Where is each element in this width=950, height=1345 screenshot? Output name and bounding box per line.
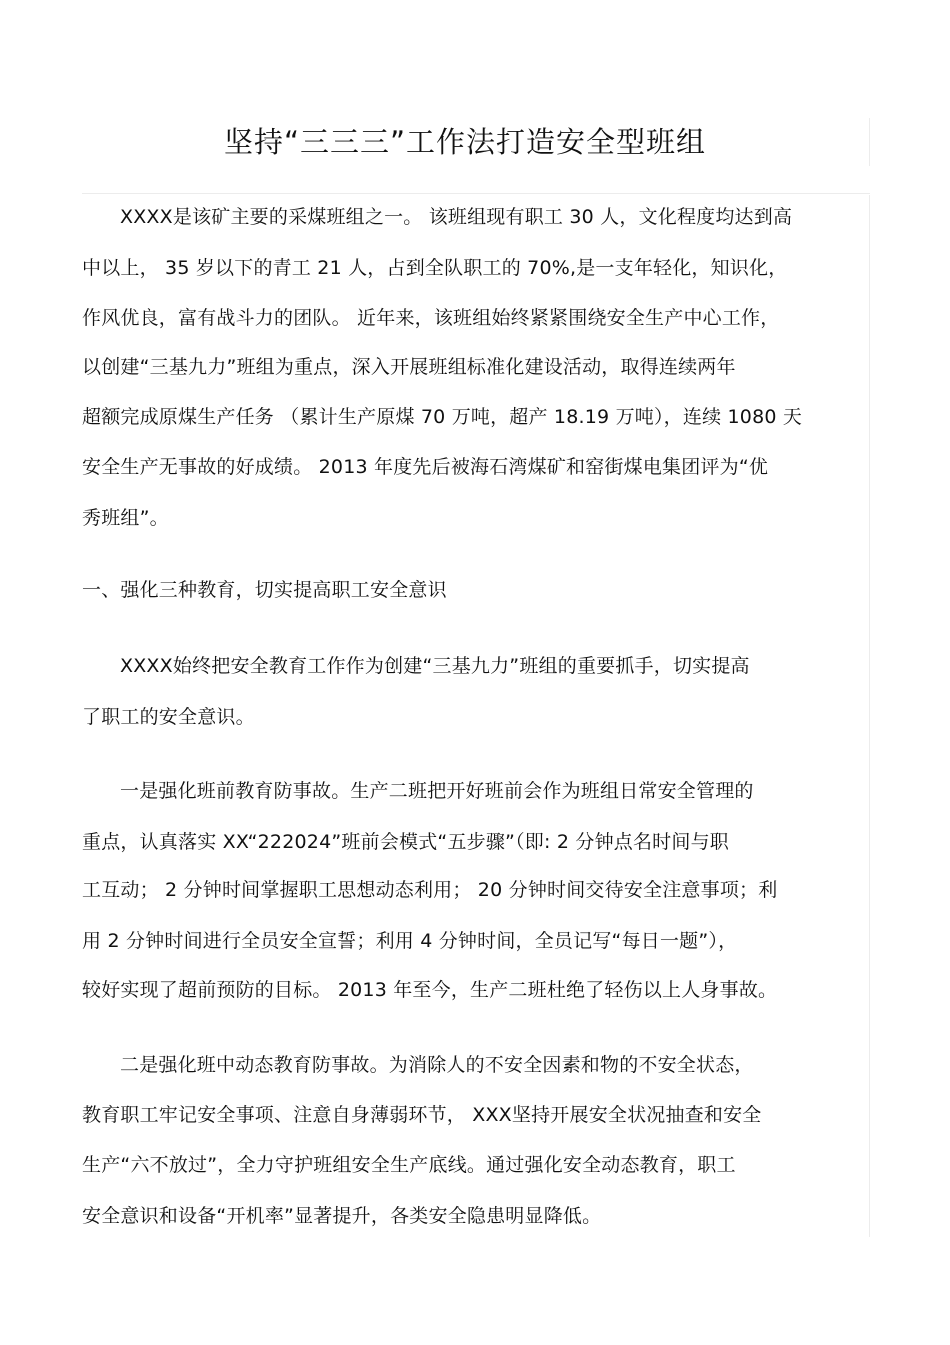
section-heading-1: 一、强化三种教育，切实提高职工安全意识 bbox=[82, 579, 447, 601]
document-title: 坚持“三三三”工作法打造安全型班组 bbox=[223, 125, 707, 159]
paragraph-3-line-4: 用 2 分钟时间进行全员安全宣誓；利用 4 分钟时间，全员记写“每日一题”）， bbox=[82, 930, 738, 952]
paragraph-1-line-3: 作风优良，富有战斗力的团队。 近年来，该班组始终紧紧围绕安全生产中心工作， bbox=[82, 307, 780, 329]
paragraph-4-line-4: 安全意识和设备“开机率”显著提升，各类安全隐患明显降低。 bbox=[82, 1205, 602, 1227]
paragraph-1-line-6: 安全生产无事故的好成绩。 2013 年度先后被海石湾煤矿和窑街煤电集团评为“优 bbox=[82, 456, 769, 478]
page-border-top bbox=[82, 193, 870, 194]
paragraph-3-line-1: 一是强化班前教育防事故。生产二班把开好班前会作为班组日常安全管理的 bbox=[120, 780, 754, 802]
paragraph-4-line-2: 教育职工牢记安全事项、注意自身薄弱环节， XXX坚持开展安全状况抽查和安全 bbox=[82, 1104, 762, 1126]
paragraph-3-line-2: 重点，认真落实 XX“222024”班前会模式“五步骤”（即: 2 分钟点名时间与职 bbox=[82, 831, 729, 853]
paragraph-1-line-4: 以创建“三基九力”班组为重点，深入开展班组标准化建设活动，取得连续两年 bbox=[82, 356, 736, 378]
paragraph-1-line-7: 秀班组”。 bbox=[82, 507, 169, 529]
paragraph-1-line-2: 中以上， 35 岁以下的青工 21 人，占到全队职工的 70%,是一支年轻化，知识化， bbox=[82, 257, 788, 279]
paragraph-4-line-3: 生产“六不放过”，全力守护班组安全生产底线。通过强化安全动态教育，职工 bbox=[82, 1154, 736, 1176]
paragraph-2-line-1: XXXX始终把安全教育工作作为创建“三基九力”班组的重要抓手，切实提高 bbox=[120, 655, 750, 677]
paragraph-1-line-5: 超额完成原煤生产任务 （累计生产原煤 70 万吨，超产 18.19 万吨），连续 1080 天 bbox=[82, 406, 803, 428]
paragraph-3-line-3: 工互动； 2 分钟时间掌握职工思想动态利用； 20 分钟时间交待安全注意事项；利 bbox=[82, 879, 778, 901]
page-border-right bbox=[869, 195, 870, 1237]
paragraph-3-line-5: 较好实现了超前预防的目标。 2013 年至今，生产二班杜绝了轻伤以上人身事故。 bbox=[82, 979, 778, 1001]
paragraph-2-line-2: 了职工的安全意识。 bbox=[82, 706, 255, 728]
paragraph-4-line-1: 二是强化班中动态教育防事故。为消除人的不安全因素和物的不安全状态， bbox=[120, 1054, 754, 1076]
paragraph-1-line-1: XXXX是该矿主要的采煤班组之一。 该班组现有职工 30 人，文化程度均达到高 bbox=[120, 206, 793, 228]
